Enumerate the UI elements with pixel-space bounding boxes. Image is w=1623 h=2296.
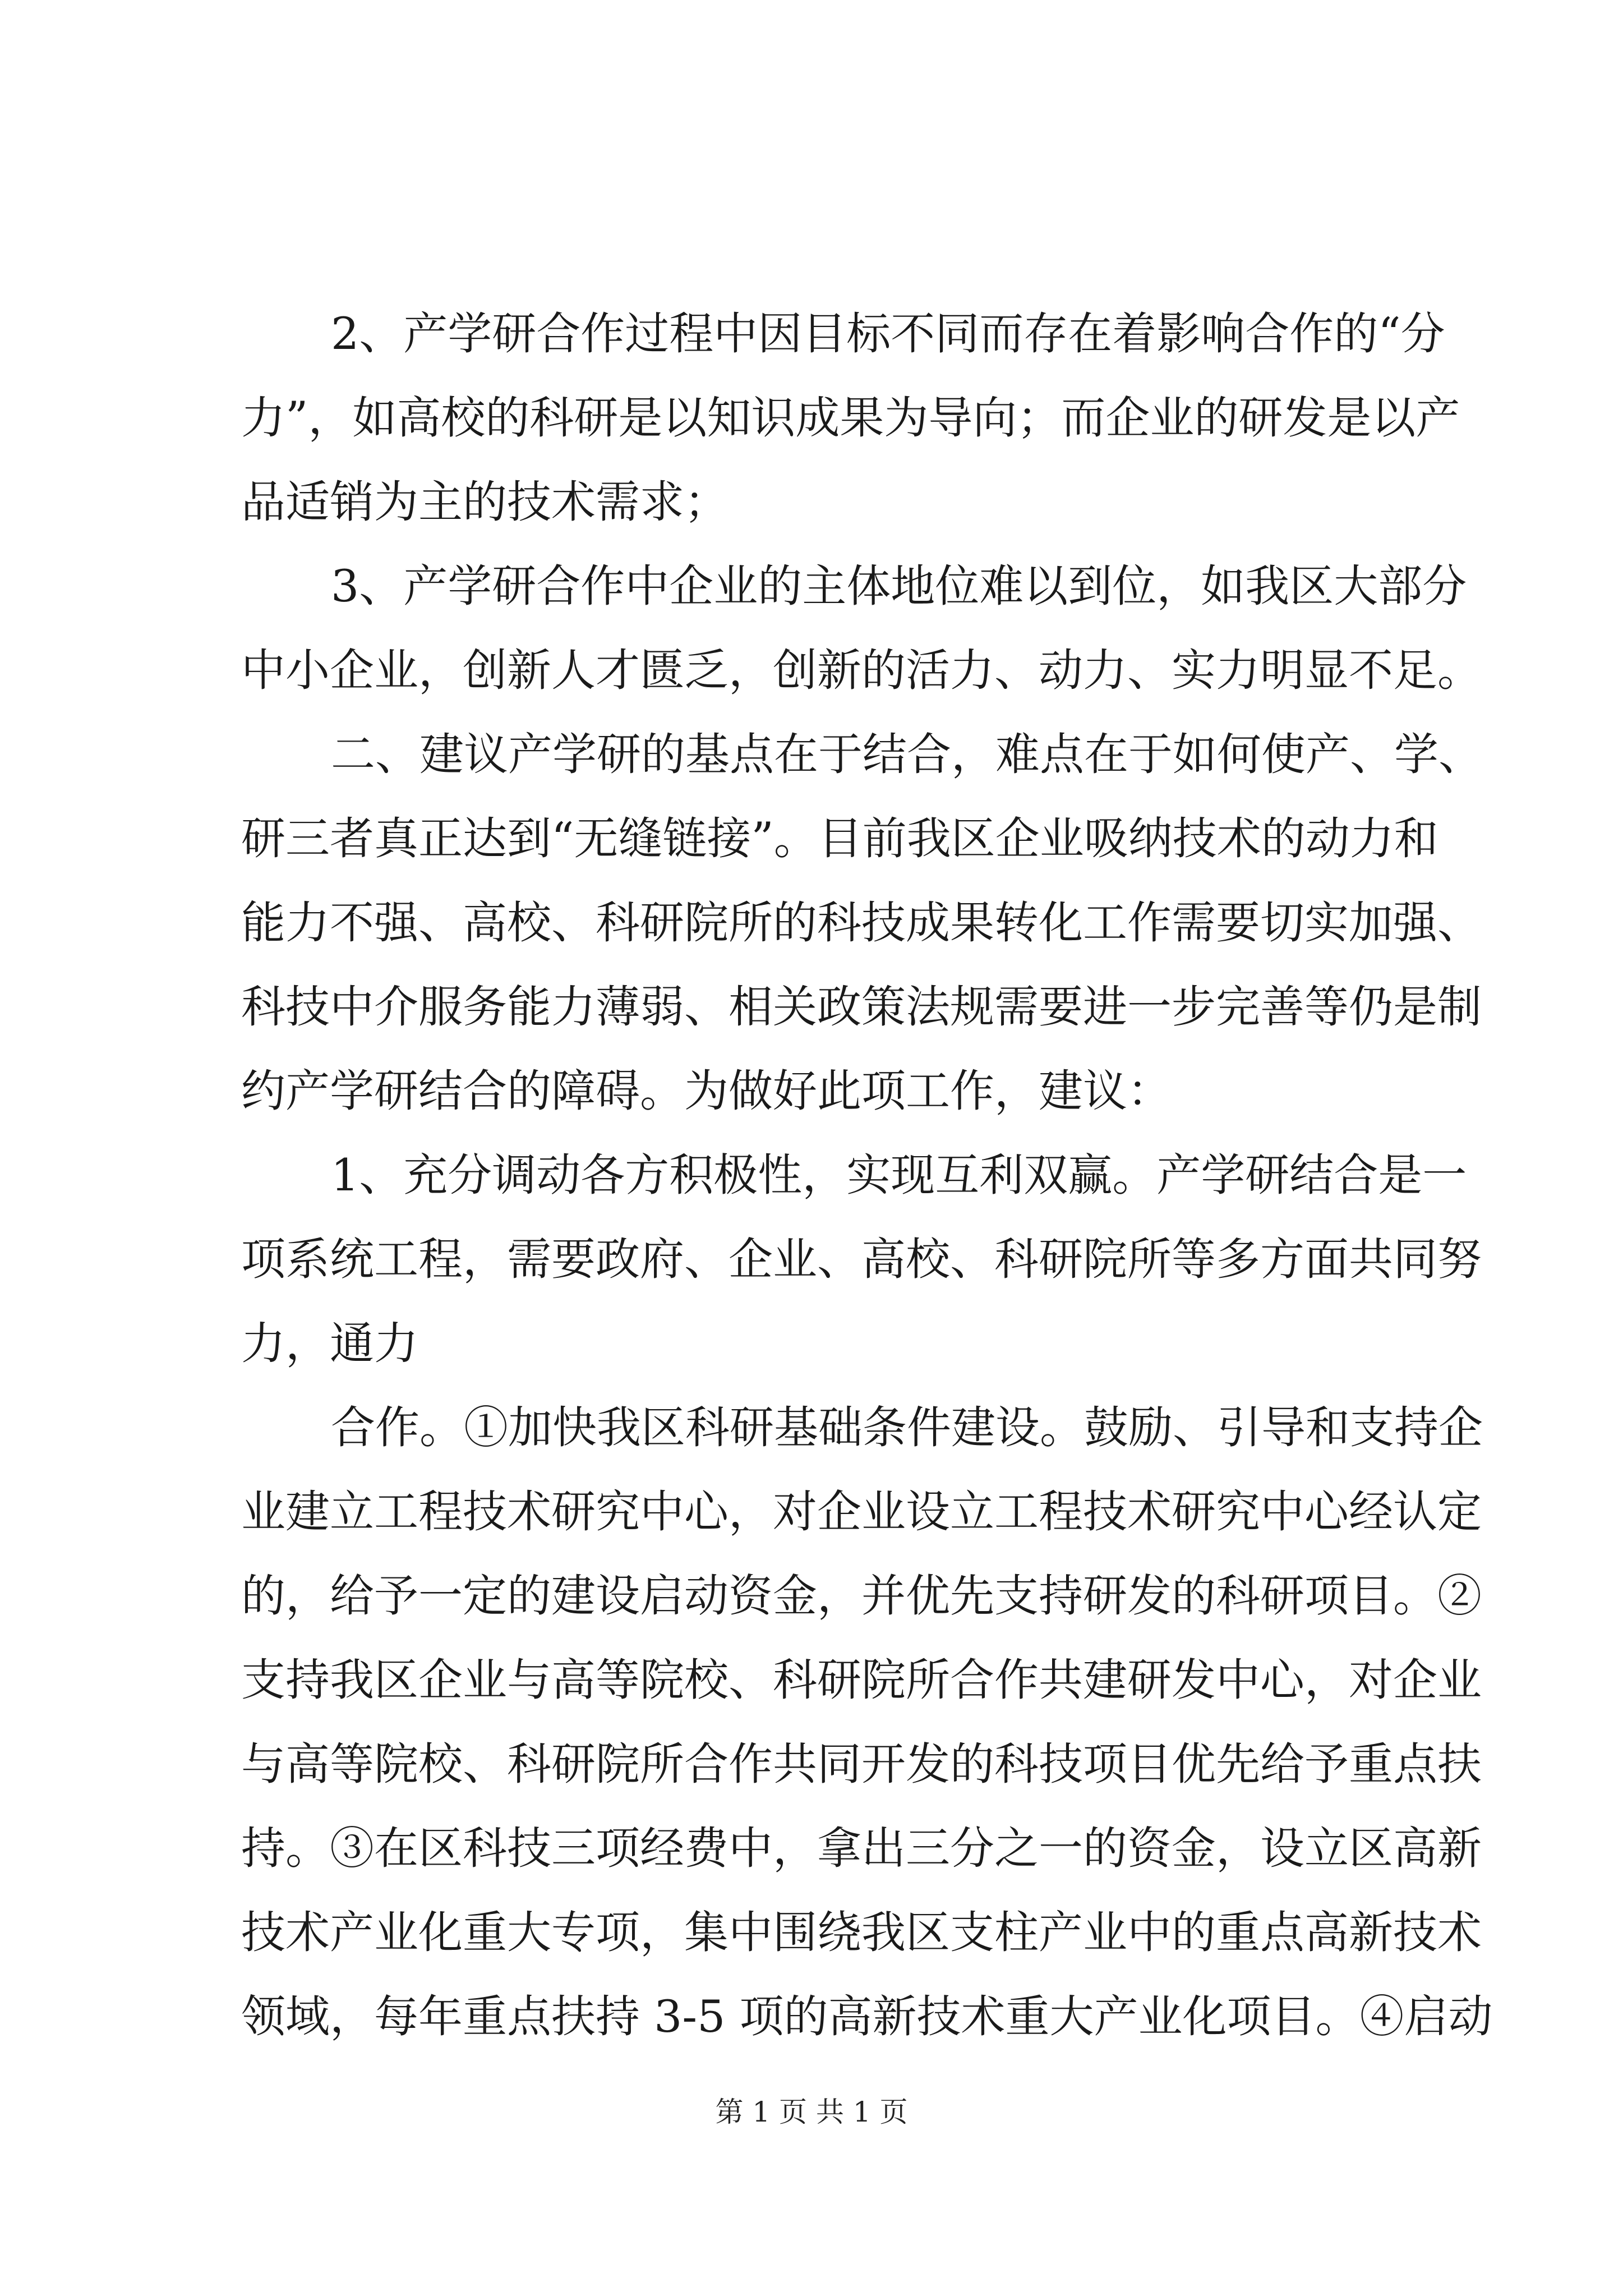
paragraph-line: 研三者真正达到“无缝链接”。目前我区企业吸纳技术的动力和 [241, 813, 1438, 864]
paragraph-line: 业建立工程技术研究中心，对企业设立工程技术研究中心经认定 [241, 1486, 1482, 1538]
paragraph-line: 约产学研结合的障碍。为做好此项工作，建议： [241, 1065, 1172, 1117]
paragraph-line: 持。③在区科技三项经费中，拿出三分之一的资金，设立区高新 [241, 1823, 1482, 1874]
paragraph-line: 科技中介服务能力薄弱、相关政策法规需要进一步完善等仍是制 [241, 981, 1482, 1033]
paragraph-line: 合作。①加快我区科研基础条件建设。鼓励、引导和支持企 [331, 1402, 1483, 1453]
section-heading-line: 二、建议产学研的基点在于结合，难点在于如何使产、学、 [331, 729, 1483, 780]
paragraph-line: 能力不强、高校、科研院所的科技成果转化工作需要切实加强、 [241, 897, 1482, 949]
paragraph-line: 领域，每年重点扶持 3-5 项的高新技术重大产业化项目。④启动 [241, 1991, 1493, 2042]
paragraph-line: 技术产业化重大专项，集中围绕我区支柱产业中的重点高新技术 [241, 1907, 1482, 1958]
paragraph-line: 力”，如高校的科研是以知识成果为导向；而企业的研发是以产 [241, 392, 1460, 444]
page-footer [0, 2092, 1623, 2132]
paragraph-line: 项系统工程，需要政府、企业、高校、科研院所等多方面共同努 [241, 1234, 1482, 1285]
paragraph-line: 中小企业，创新人才匮乏，创新的活力、动力、实力明显不足。 [241, 645, 1482, 696]
paragraph-line: 2、产学研合作过程中因目标不同而存在着影响合作的“分 [331, 308, 1445, 360]
paragraph-line: 与高等院校、科研院所合作共同开发的科技项目优先给予重点扶 [241, 1738, 1482, 1790]
paragraph-line: 品适销为主的技术需求； [241, 476, 728, 528]
paragraph-line: 1、充分调动各方积极性，实现互利双赢。产学研结合是一 [331, 1149, 1467, 1201]
paragraph-line: 支持我区企业与高等院校、科研院所合作共建研发中心，对企业 [241, 1654, 1482, 1706]
body-text [241, 292, 1493, 2059]
page-number-label: 第 1 页 共 1 页 [715, 2096, 908, 2128]
paragraph-line: 力，通力 [241, 1318, 418, 1369]
paragraph-line: 的，给予一定的建设启动资金，并优先支持研发的科研项目。② [241, 1570, 1482, 1622]
paragraph-line: 3、产学研合作中企业的主体地位难以到位，如我区大部分 [331, 560, 1467, 612]
